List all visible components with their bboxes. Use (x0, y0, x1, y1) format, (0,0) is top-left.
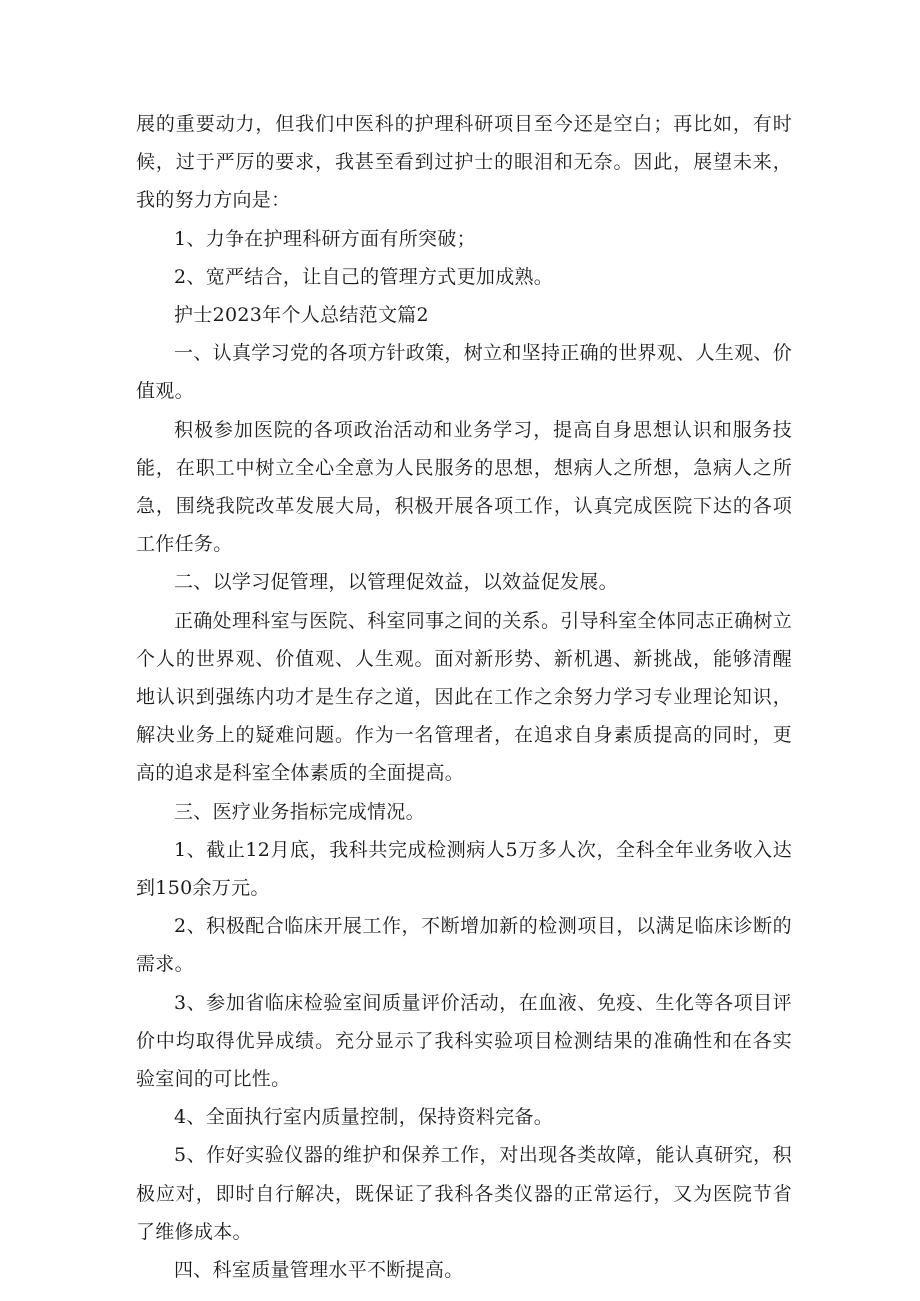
paragraph-6: 积极参加医院的各项政治活动和业务学习，提高自身思想认识和服务技能，在职工中树立全心全意为人民服务的思想，想病人之所想，急病人之所急，围绕我院改革发展大局，积极开展各项工作，认真完成医院下达的各项工作任务。 (136, 418, 792, 556)
section-title: 护士2023年个人总结范文篇2 (174, 304, 429, 327)
paragraph-5: 一、认真学习党的各项方针政策，树立和坚持正确的世界观、人生观、价值观。 (136, 342, 792, 403)
paragraph-8: 正确处理科室与医院、科室同事之间的关系。引导科室全体同志正确树立个人的世界观、价值观、人生观。面对新形势、新机遇、新挑战，能够清醒地认识到强练内功才是生存之道，因此在工作之余努力学习专业理论知识，解决业务上的疑难问题。作为一名管理者，在追求自身素质提高的同时，更高的追求是科室全体素质的全面提高。 (136, 609, 792, 785)
paragraph-7: 二、以学习促管理，以管理促效益，以效益促发展。 (174, 571, 618, 594)
paragraph-3: 2、宽严结合，让自己的管理方式更加成熟。 (174, 265, 554, 288)
paragraph-11: 2、积极配合临床开展工作，不断增加新的检测项目，以满足临床诊断的需求。 (136, 915, 792, 976)
document-body (136, 105, 792, 1289)
paragraph-14: 5、作好实验仪器的维护和保养工作，对出现各类故障，能认真研究，积极应对，即时自行解决，既保证了我科各类仪器的正常运行，又为医院节省了维修成本。 (136, 1144, 792, 1243)
paragraph-12: 3、参加省临床检验室间质量评价活动，在血液、免疫、生化等各项目评价中均取得优异成绩。充分显示了我科实验项目检测结果的准确性和在各实验室间的可比性。 (136, 991, 792, 1091)
paragraph-10: 1、截止12月底，我科共完成检测病人5万多人次，全科全年业务收入达到150余万元。 (136, 838, 792, 900)
paragraph-13: 4、全面执行室内质量控制，保持资料完备。 (174, 1106, 554, 1129)
paragraph-15: 四、科室质量管理水平不断提高。 (174, 1259, 464, 1282)
paragraph-1: 展的重要动力，但我们中医科的护理科研项目至今还是空白；再比如，有时候，过于严厉的要求，我甚至看到过护士的眼泪和无奈。因此，展望未来，我的努力方向是： (136, 113, 792, 212)
paragraph-9: 三、医疗业务指标完成情况。 (174, 800, 425, 823)
paragraph-2: 1、力争在护理科研方面有所突破； (174, 227, 476, 250)
